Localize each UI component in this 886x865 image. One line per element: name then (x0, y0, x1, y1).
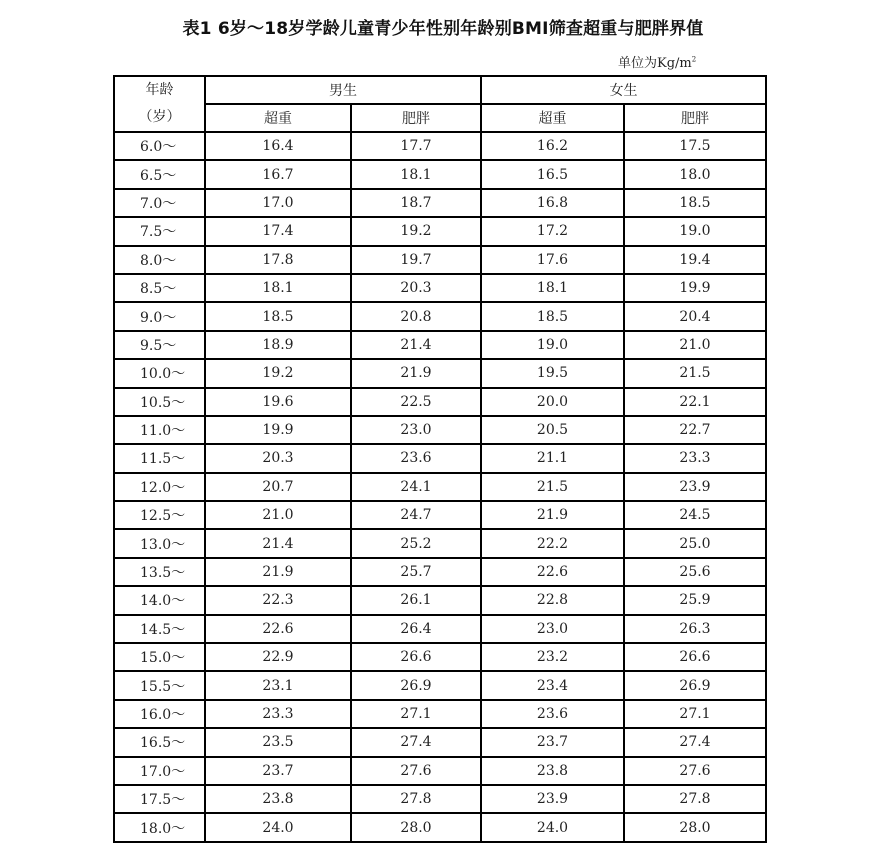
male-overweight-cell: 21.9 (205, 558, 351, 586)
table-row (114, 359, 766, 387)
table-row (114, 586, 766, 614)
age-header-line1: 年龄 (145, 82, 174, 98)
female-obese-cell: 27.8 (624, 785, 766, 813)
age-cell: 6.5～ (114, 160, 205, 188)
female-obese-cell: 22.7 (624, 416, 766, 444)
male-obese-cell: 23.6 (351, 444, 481, 472)
table-row (114, 728, 766, 756)
male-obese-cell: 18.1 (351, 160, 481, 188)
female-obese-cell: 23.3 (624, 444, 766, 472)
age-cell: 12.0～ (114, 473, 205, 501)
age-cell: 9.5～ (114, 331, 205, 359)
female-obese-cell: 26.3 (624, 615, 766, 643)
male-overweight-cell: 18.1 (205, 274, 351, 302)
female-overweight-cell: 21.1 (481, 444, 624, 472)
female-overweight-cell: 16.5 (481, 160, 624, 188)
table-row (114, 189, 766, 217)
male-obese-cell: 27.8 (351, 785, 481, 813)
female-overweight-cell: 17.2 (481, 217, 624, 245)
female-overweight-cell: 19.0 (481, 331, 624, 359)
male-obese-cell: 21.4 (351, 331, 481, 359)
age-column-header (114, 76, 205, 132)
unit-superscript: 2 (691, 55, 697, 64)
female-obese-cell: 25.9 (624, 586, 766, 614)
female-overweight-cell: 23.6 (481, 700, 624, 728)
age-cell: 18.0～ (114, 813, 205, 841)
female-obese-cell: 26.6 (624, 643, 766, 671)
male-overweight-cell: 22.6 (205, 615, 351, 643)
age-cell: 7.0～ (114, 189, 205, 217)
male-obese-cell: 21.9 (351, 359, 481, 387)
male-obese-cell: 19.7 (351, 246, 481, 274)
table-row (114, 558, 766, 586)
male-overweight-cell: 19.9 (205, 416, 351, 444)
female-obese-cell: 21.0 (624, 331, 766, 359)
male-overweight-cell: 17.0 (205, 189, 351, 217)
female-overweight-cell: 18.1 (481, 274, 624, 302)
male-obese-cell: 23.0 (351, 416, 481, 444)
table-row (114, 246, 766, 274)
female-obese-cell: 24.5 (624, 501, 766, 529)
male-overweight-cell: 16.4 (205, 132, 351, 160)
table-row (114, 615, 766, 643)
unit-text: 单位为Kg/m (618, 56, 692, 71)
male-obese-cell: 27.4 (351, 728, 481, 756)
female-overweight-cell: 18.5 (481, 302, 624, 330)
male-obese-cell: 24.7 (351, 501, 481, 529)
age-cell: 10.0～ (114, 359, 205, 387)
male-overweight-cell: 17.4 (205, 217, 351, 245)
female-overweight-cell: 21.9 (481, 501, 624, 529)
female-obese-cell: 22.1 (624, 388, 766, 416)
table-row (114, 217, 766, 245)
female-obese-cell: 19.9 (624, 274, 766, 302)
table-row (114, 388, 766, 416)
male-overweight-cell: 20.3 (205, 444, 351, 472)
female-obese-cell: 21.5 (624, 359, 766, 387)
female-obese-cell: 27.1 (624, 700, 766, 728)
header-row-2 (114, 104, 766, 132)
female-overweight-cell: 23.7 (481, 728, 624, 756)
age-cell: 15.5～ (114, 671, 205, 699)
age-cell: 17.0～ (114, 757, 205, 785)
age-cell: 14.5～ (114, 615, 205, 643)
female-overweight-cell: 16.8 (481, 189, 624, 217)
age-cell: 11.0～ (114, 416, 205, 444)
female-overweight-cell: 22.6 (481, 558, 624, 586)
table-row (114, 529, 766, 557)
female-obese-cell: 18.5 (624, 189, 766, 217)
age-cell: 14.0～ (114, 586, 205, 614)
male-obese-cell: 25.7 (351, 558, 481, 586)
male-obese-cell: 27.1 (351, 700, 481, 728)
table-row (114, 643, 766, 671)
female-obese-cell: 25.0 (624, 529, 766, 557)
male-overweight-header: 超重 (205, 104, 351, 132)
male-overweight-cell: 24.0 (205, 813, 351, 841)
age-header-line2: （岁） (138, 109, 181, 125)
female-obese-cell: 18.0 (624, 160, 766, 188)
male-obese-cell: 20.3 (351, 274, 481, 302)
female-overweight-cell: 21.5 (481, 473, 624, 501)
table-row (114, 132, 766, 160)
male-group-header: 男生 (205, 76, 481, 104)
female-overweight-header: 超重 (481, 104, 624, 132)
male-overweight-cell: 18.5 (205, 302, 351, 330)
table-row (114, 274, 766, 302)
age-cell: 6.0～ (114, 132, 205, 160)
female-obese-cell: 23.9 (624, 473, 766, 501)
table-row (114, 444, 766, 472)
female-overweight-cell: 22.8 (481, 586, 624, 614)
male-obese-cell: 17.7 (351, 132, 481, 160)
female-obese-cell: 19.0 (624, 217, 766, 245)
male-overweight-cell: 19.6 (205, 388, 351, 416)
female-overweight-cell: 23.8 (481, 757, 624, 785)
male-overweight-cell: 23.3 (205, 700, 351, 728)
table-row (114, 302, 766, 330)
female-overweight-cell: 22.2 (481, 529, 624, 557)
male-obese-cell: 22.5 (351, 388, 481, 416)
age-cell: 8.5～ (114, 274, 205, 302)
female-overweight-cell: 20.5 (481, 416, 624, 444)
male-overweight-cell: 23.1 (205, 671, 351, 699)
female-overweight-cell: 19.5 (481, 359, 624, 387)
female-obese-header: 肥胖 (624, 104, 766, 132)
female-obese-cell: 27.6 (624, 757, 766, 785)
male-obese-cell: 26.4 (351, 615, 481, 643)
female-overweight-cell: 23.2 (481, 643, 624, 671)
age-cell: 13.0～ (114, 529, 205, 557)
male-overweight-cell: 23.7 (205, 757, 351, 785)
age-cell: 8.0～ (114, 246, 205, 274)
bmi-cutoff-table (113, 75, 767, 843)
table-row (114, 160, 766, 188)
female-obese-cell: 19.4 (624, 246, 766, 274)
header-row-1 (114, 76, 766, 104)
male-overweight-cell: 19.2 (205, 359, 351, 387)
female-overweight-cell: 20.0 (481, 388, 624, 416)
table-row (114, 416, 766, 444)
table-row (114, 785, 766, 813)
male-obese-cell: 24.1 (351, 473, 481, 501)
male-obese-cell: 28.0 (351, 813, 481, 841)
male-overweight-cell: 22.9 (205, 643, 351, 671)
age-cell: 9.0～ (114, 302, 205, 330)
table-row (114, 700, 766, 728)
table-row (114, 473, 766, 501)
female-obese-cell: 26.9 (624, 671, 766, 699)
male-overweight-cell: 18.9 (205, 331, 351, 359)
female-obese-cell: 28.0 (624, 813, 766, 841)
age-cell: 10.5～ (114, 388, 205, 416)
male-overweight-cell: 20.7 (205, 473, 351, 501)
unit-label (618, 52, 696, 71)
male-overweight-cell: 21.0 (205, 501, 351, 529)
male-obese-cell: 26.9 (351, 671, 481, 699)
male-obese-cell: 26.1 (351, 586, 481, 614)
age-cell: 12.5～ (114, 501, 205, 529)
table-row (114, 501, 766, 529)
male-obese-cell: 25.2 (351, 529, 481, 557)
male-overweight-cell: 16.7 (205, 160, 351, 188)
table-row (114, 671, 766, 699)
table-row (114, 757, 766, 785)
female-obese-cell: 17.5 (624, 132, 766, 160)
age-cell: 17.5～ (114, 785, 205, 813)
female-overweight-cell: 24.0 (481, 813, 624, 841)
male-overweight-cell: 23.8 (205, 785, 351, 813)
male-overweight-cell: 22.3 (205, 586, 351, 614)
age-cell: 7.5～ (114, 217, 205, 245)
female-overweight-cell: 16.2 (481, 132, 624, 160)
table-title: 表1 6岁～18岁学龄儿童青少年性别年龄别BMI筛查超重与肥胖界值 (182, 19, 704, 39)
male-obese-cell: 19.2 (351, 217, 481, 245)
female-obese-cell: 25.6 (624, 558, 766, 586)
female-overweight-cell: 23.4 (481, 671, 624, 699)
female-overweight-cell: 17.6 (481, 246, 624, 274)
male-overweight-cell: 17.8 (205, 246, 351, 274)
male-obese-cell: 18.7 (351, 189, 481, 217)
female-group-header: 女生 (481, 76, 766, 104)
male-obese-cell: 20.8 (351, 302, 481, 330)
table-body (114, 132, 766, 842)
table-row (114, 331, 766, 359)
male-overweight-cell: 21.4 (205, 529, 351, 557)
male-obese-header: 肥胖 (351, 104, 481, 132)
age-cell: 16.5～ (114, 728, 205, 756)
age-cell: 16.0～ (114, 700, 205, 728)
table-row (114, 813, 766, 841)
age-cell: 13.5～ (114, 558, 205, 586)
female-obese-cell: 27.4 (624, 728, 766, 756)
female-overweight-cell: 23.9 (481, 785, 624, 813)
male-overweight-cell: 23.5 (205, 728, 351, 756)
male-obese-cell: 26.6 (351, 643, 481, 671)
female-obese-cell: 20.4 (624, 302, 766, 330)
female-overweight-cell: 23.0 (481, 615, 624, 643)
age-cell: 15.0～ (114, 643, 205, 671)
age-cell: 11.5～ (114, 444, 205, 472)
male-obese-cell: 27.6 (351, 757, 481, 785)
